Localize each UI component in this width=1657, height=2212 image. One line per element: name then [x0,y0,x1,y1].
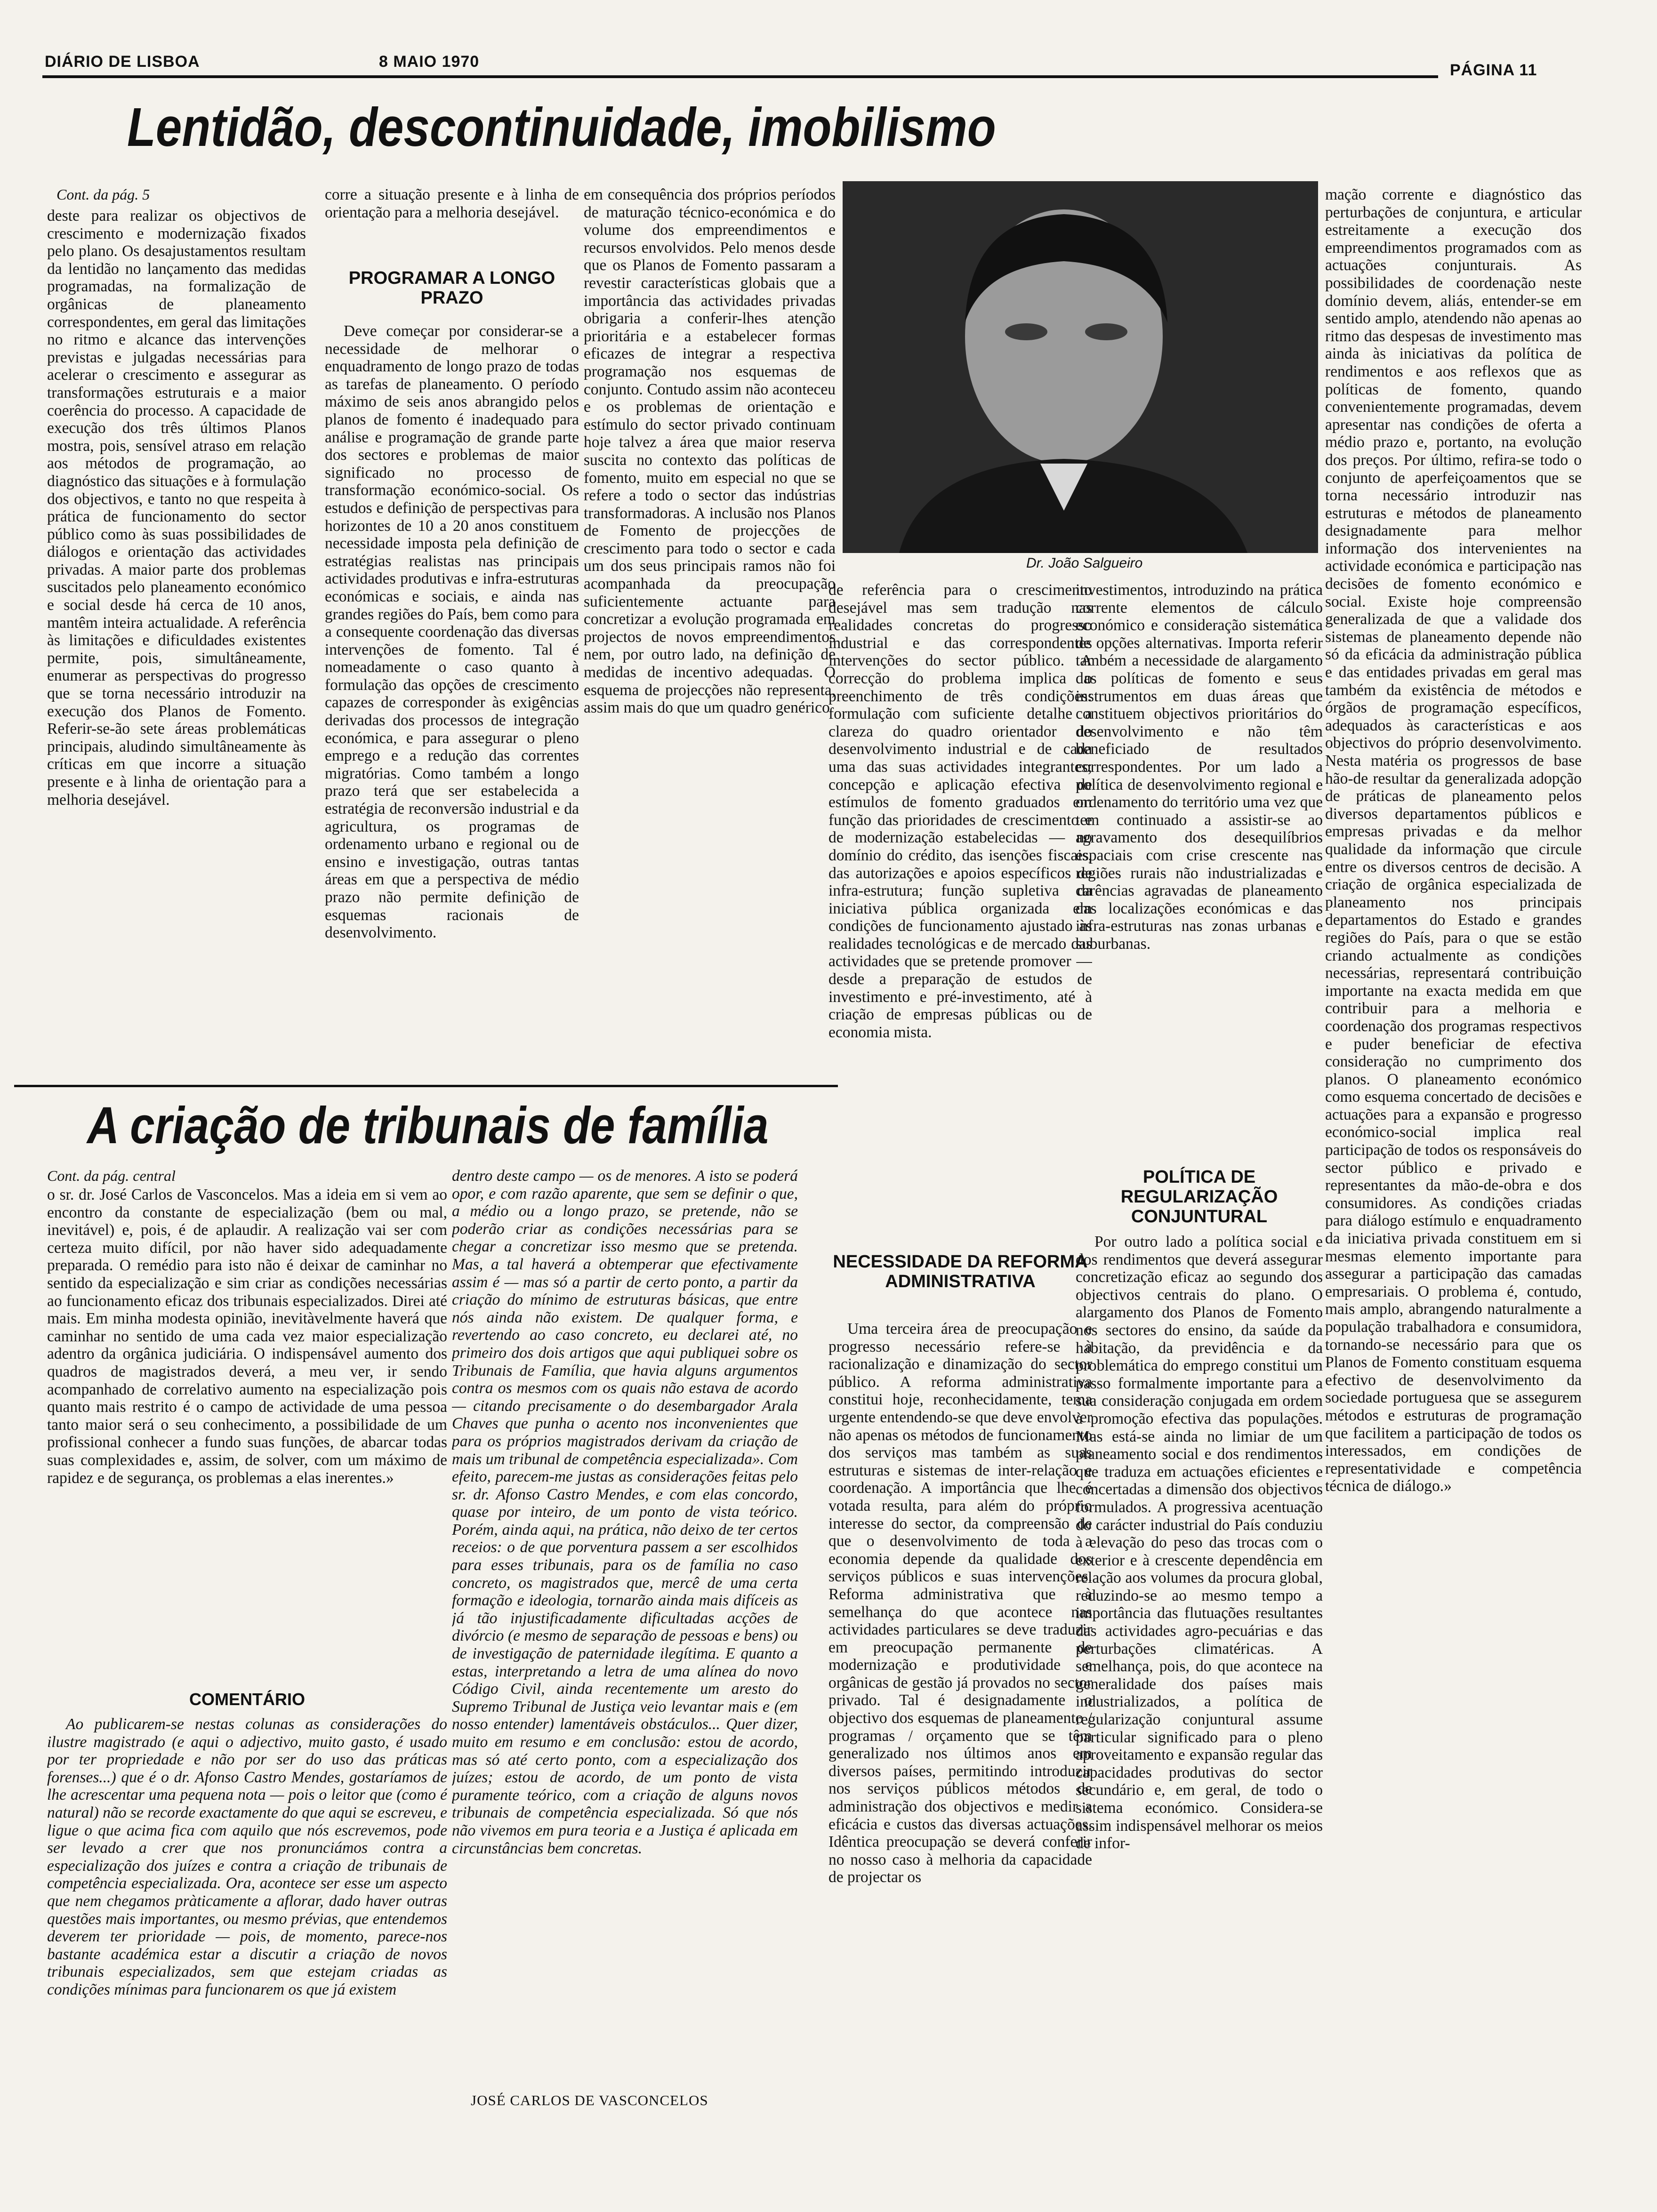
portrait-photo-image [843,181,1318,553]
article-2-text: o sr. dr. José Carlos de Vasconcelos. Mas a ideia em si vem ao encontro da constante de especialização (bem ou mal, inevitável) e, pois, é de aplaudir. A realização vai ser com certeza muito difícil, por não haver sido adequadamente preparada. O remédio para isto não é deixar de caminhar no sentido da especialização e sim criar as condições necessárias ao funcionamento eficaz dos tribunais especializados. Direi até mais. Em minha modesta opinião, inevitàvelmente haverá que caminhar no sentido de uma cada vez maior especialização adentro da orgânica judiciária. O indispensável aumento dos quadros de magistrados deverá, a meu ver, ir sendo acompanhado de correlativo aumento na especialização pois quanto mais restrito é o campo de actividade de uma pessoa tanto maior será o seu conhecimento, a possibilidade de um profissional conhecer a fundo suas funções, de abarcar todas suas complexidades e, assim, de solver, com um máximo de rapidez e de segurança, os problemas a elas inerentes.» [47,1186,447,1487]
article-1-text: investimentos, introduzindo na prática corrente elementos de cálculo económico e consideração sistemática de opções alternativas. Importa referir também a necessidade de alargamento das políticas de fomento e seus instrumentos em duas áreas que constituem objectivos prioritários do desenvolvimento e não têm beneficiado de resultados correspondentes. Por um lado a política de desenvolvimento regional e ordenamento do território uma vez que tem continuado a assistir-se ao agravamento dos desequilíbrios espaciais com crise crescente nas regiões rurais não industrializadas e carências agravadas de planeamento das localizações económicas e das infra-estruturas nas zonas urbanas e suburbanas. [1076,581,1323,953]
paper-name: DIÁRIO DE LISBOA [45,53,200,71]
portrait-photo [843,181,1318,553]
article-1-text: deste para realizar os objectivos de crescimento e modernização fixados pelo plano. Os desajustamentos resultam da lentidão no lançamento das medidas programadas, na formalização de orgânicas de planeamento correspondentes, em geral das limitações no ritmo e alcance das intervenções previstas e julgadas necessárias para acelerar o crescimento e assegurar as transformações estruturais e a maior coerência do processo. A capacidade de execução dos três últimos Planos mostra, pois, sensível atraso em relação aos métodos de programação, ao diagnóstico das situações e à formulação dos objectivos, e tanto no que respeita à prática de funcionamento do sector público como às suas possibilidades de diálogos e orientação das actividades privadas. A maior parte dos problemas suscitados pelo planeamento económico e social desde há cerca de 10 anos, mantêm inteira actualidade. A referência às limitações e dificuldades existentes permite, pois, simultâneamente, enumerar as perspectivas do progresso que se torna necessário introduzir na execução dos Planos de Fomento. Referir-se-ão sete áreas problemáticas principais, aludindo simultâneamente às críticas em que incorre a situação presente e à linha de orientação para a melhoria desejável. [47,207,306,809]
article-1-text: de referência para o crescimento desejável mas sem tradução nas realidades concretas do progresso industrial e das correspondentes intervenções do sector público. A correcção do problema implica o preenchimento de três condições: formulação com suficiente detalhe a clareza do quadro orientador do desenvolvimento industrial e de cada uma das suas actividades integrantes; concepção e aplicação efectiva de estímulos de fomento graduados em função das prioridades de crescimento e de modernização estabelecidas — no domínio do crédito, das isenções fiscais, das autorizações e apoios específicos de infra-estrutura; função supletiva da iniciativa pública organizada em condições de funcionamento ajustado às realidades tecnológicas e de mercado das actividades que se pretende promover — desde a preparação de estudos de investimento e pré-investimento, até à criação de empresas públicas ou de economia mista. [828,581,1092,1041]
article-1-column-5-body [1076,1233,1323,2123]
article-1-text: em consequência dos próprios períodos de maturação técnico-económica e do volume dos empreendimentos e recursos envolvidos. Pelo menos desde que os Planos de Fomento passaram a revestir características globais que a importância das actividades privadas obrigaria a conferir-lhes atenção prioritária e a estabelecer formas eficazes de integrar a respectiva programação nos esquemas de conjunto. Contudo assim não aconteceu e os problemas de orientação e estímulo do sector privado continuam hoje talvez a área que maior reserva suscita no contexto das políticas de fomento, muito em especial no que se refere a todo o sector das indústrias transformadoras. A inclusão nos Planos de Fomento de projecções de crescimento para todo o sector e cada um dos seus principais ramos não foi acompanhada da preocupação suficientemente actuante para concretizar a evolução programada em projectos de novos empreendimentos nem, por outro lado, na definição de medidas de incentivo adequadas. O esquema de projecções não representa, assim mais do que um quadro genérico [584,186,836,717]
article-1-text: Por outro lado a política social e dos rendimentos que deverá assegurar concretização eficaz ao segundo dos objectivos centrais do plano. O alargamento dos Planos de Fomento nos sectores do ensino, da saúde da habitação, da previdência e da problemática do emprego constitui um passo formalmente importante para a sua consideração conjugada em ordem à promoção efectiva das populações. Mas está-se ainda no limiar de um planeamento social e dos rendimentos que traduza em actuações eficientes e concertadas a dimensão dos objectivos formulados. A progressiva acentuação do carácter industrial do País conduziu à elevação do peso das trocas com o exterior e à crescente dependência em relação aos volumes da procura global, reduzindo-se ao mesmo tempo a importância das flutuações resultantes das actividades agro-pecuárias e das perturbações climatéricas. A semelhança, pois, do que acontece na generalidade dos países mais industrializados, a política de regularização conjuntural assume particular significado para o pleno aproveitamento e expansão regular das capacidades produtivas do sector secundário e, em geral, de todo o sistema económico. Considera-se assim indispensável melhorar os meios de infor- [1076,1233,1323,1852]
article-1-column-3 [584,186,836,1158]
header-rule [42,75,1438,78]
article-2-text: Ao publicarem-se nestas colunas as considerações do ilustre magistrado (e aqui o adjectivo, muito gasto, é usado por ter propriedade e não por ser do uso das práticas forenses...) que é o dr. Afonso Castro Mendes, gostaríamos de lhe acrescentar uma pequena nota — pois o leitor que (como é natural) não se recorde exactamente do que aqui se escreveu, e ligue o que acima fica com aquilo que nós escrevemos, pode ser levado a crer que nos pronunciámos contra a especialização dos juízes e contra a criação de tribunais de competência especializada. Ora, acontece ser esse um aspecto que nem chegamos pràticamente a aflorar, dado haver outras questões mais importantes, ou mesmo prévias, que entendemos deverem ter prioridade — pois, de momento, parece-nos bastante académica estar a discutir a criação de novos tribunais especializados, sem que estejam criadas as condições mínimas para funcionarem os que já existem [47,1715,447,1998]
article-divider [14,1085,838,1087]
article-1-column-5 [1076,581,1323,1099]
headline-article-1: Lentidão, descontinuidade, imobilismo [127,96,996,158]
subheading-comentario: COMENTÁRIO [189,1690,305,1709]
article-1-text: corre a situação presente e à linha de orientação para a melhoria desejável. [325,186,579,221]
page-number: PÁGINA 11 [1450,61,1537,79]
issue-date: 8 MAIO 1970 [379,53,480,71]
author-signature: JOSÉ CARLOS DE VASCONCELOS [471,2092,708,2108]
article-1-text: mação corrente e diagnóstico das perturbações de conjuntura, e articular estreitamente a execução dos empreendimentos programados com as actuações conjunturais. As possibilidades de coordenação neste domínio devem, aliás, entender-se em sentido amplo, atendendo não apenas ao ritmo das despesas de investimento mas ainda às iniciativas da política de rendimentos e aos reflexos que as políticas de fomento, quando convenientemente programadas, devem apresentar nas condições de oferta a médio prazo e, portanto, na evolução dos preços. Por último, refira-se todo o conjunto de aperfeiçoamentos que se torna necessário introduzir nas estruturas e métodos de planeamento designadamente para melhor informação dos intervenientes na actividade económica e participação nas decisões de fomento económico e social. Existe hoje compreensão generalizada de que a validade dos sistemas de planeamento depende não só da eficácia da administração pública e das entidades privadas em geral mas também da existência de métodos e órgãos de programação específicos, adequados às características e aos objectivos do próprio desenvolvimento. Nesta matéria os progressos de base hão-de resultar da generalizada adopção de práticas de planeamento pelos diversos departamentos públicos e empresas privadas e da melhor qualidade da informação que circule entre os diversos centros de decisão. A criação de orgânica especializada de planeamento nos principais departamentos do Estado e grandes regiões do País, para o que se estão criando actualmente as condições necessárias, representará contribuição importante na exacta medida em que contribuir para a melhoria e coordenação dos programas respectivos e puder beneficiar de efectiva consideração no cumprimento dos planos. O planeamento económico como esquema concertado de decisões e actuações para a expansão e progresso económico-social implica real participação de todos os responsáveis do sector público e privado e representantes da mão-de-obra e dos consumidores. As condições criadas para diálogo estímulo e enquadramento da iniciativa privada constituem em si mesmas elemento importante para assegurar a participação das camadas empresariais. O problema é, contudo, mais amplo, abrangendo naturalmente a população trabalhadora e consumidora, tornando-se necessário para que os Planos de Fomento constituam esquema efectivo de desenvolvimento da sociedade portuguesa que se assegurem métodos e estruturas de programação que facilitem a participação de todos os interessados, em condições de representatividade e competência técnica de diálogo.» [1325,186,1582,1495]
article-1-text: Deve começar por considerar-se a necessidade de melhorar o enquadramento de longo prazo de todas as tarefas de planeamento. O período máximo de seis anos abrangido pelos planos de fomento é inadequado para análise e programação de grande parte dos sectores e problemas de maior significado no processo de transformação económico-social. Os estudos e definição de perspectivas para horizontes de 10 a 20 anos constituem necessidade imposta pela definição de estratégias realistas nas principais actividades produtivas e infra-estruturas económicas e sociais, e ainda nas grandes regiões do País, bem como para a consequente coordenação das diversas intervenções de fomento. Tal é nomeadamente o caso quanto à formulação das opções de crescimento capazes de corresponder às exigências derivadas dos processos de integração económica, e para assegurar o pleno emprego e a redução das correntes migratórias. Como também a longo prazo terá que ser estabelecida a estratégia de reconversão industrial e da agricultura, os programas de ordenamento urbano e regional ou de ensino e investigação, outras tantas áreas em que a perspectiva de médio prazo não permite definição de esquemas racionais de desenvolvimento. [325,322,579,942]
article-2-text: dentro deste campo — os de menores. A isto se poderá opor, e com razão aparente, que sem se definir o que, a médio ou a longo prazo, se pretende, não se poderão criar as condições necessárias para se chegar a concretizar isso mesmo que se pretenda. Mas, a tal haverá a obtemperar que efectivamente assim é — mas só a partir de certo ponto, a partir da criação do mínimo de estruturas básicas, que entre nós ainda não existem. De qualquer forma, e revertendo ao caso concreto, eu declarei até, no primeiro dos dois artigos que aqui publiquei sobre os Tribunais de Família, que havia alguns argumentos contra os mesmos com os quais não estava de acordo — citando precisamente o do desembargador Arala Chaves que punha o acento nos inconvenientes que para os próprios magistrados derivam da criação de mais um tribunal de competência especializada». Com efeito, parecem-me justas as considerações feitas pelo sr. dr. Afonso Castro Mendes, e com elas concordo, quase por inteiro, de um ponto de vista teórico. Porém, ainda aqui, na prática, não deixo de ter certos receios: o de que porventura passem a ser escolhidos para esses tribunais, para os de família no caso concreto, os magistrados que, mercê de uma certa formação e ideologia, tornarão ainda mais difíceis as já tão injustificadamente dificultadas acções de divórcio (e mesmo de separação de pessoas e bens) ou de investigação de paternidade ilegítima. E quanto a estas, interpretando a letra de uma alínea do novo Código Civil, ainda recentemente um aresto do Supremo Tribunal de Justiça veio levantar mais e (em nosso entender) lamentáveis obstáculos... Quer dizer, muito em resumo e em conclusão: estou de acordo, mas só até certo ponto, com a especialização dos juízes; estou de acordo, de um ponto de vista puramente teórico, com a criação de alguns novos tribunais de competência especializada. Só que nós não vivemos em pura teoria e a Justiça é aplicada em circunstâncias bem concretas. [452,1167,798,1857]
article-1-column-6 [1325,186,1582,2120]
subheading-politica: POLÍTICA DE REGULARIZAÇÃO CONJUNTURAL [1120,1167,1278,1226]
article-1-column-1 [47,207,306,1158]
subheading-programar: PROGRAMAR A LONGO PRAZO [348,268,555,308]
subheading-reforma: NECESSIDADE DA REFORMA ADMINISTRATIVA [833,1252,1088,1291]
photo-caption: Dr. João Salgueiro [1026,555,1143,571]
article-2-column-1 [47,1186,447,1685]
continuation-note-2: Cont. da pág. central [47,1167,176,1184]
article-2-column-1-comment [47,1715,447,2125]
article-2-column-2 [452,1167,798,2085]
article-1-column-2-body [325,322,579,1158]
headline-article-2: A criação de tribunais de família [87,1097,769,1154]
article-1-text: Uma terceira área de preocupação e progresso necessário refere-se à racionalização e dinamização do sector público. A reforma administrativa constitui hoje, reconhecidamente, tema urgente entendendo-se que deve envolver não apenas os métodos de funcionamento dos serviços mas também as suas estruturas e sistemas de inter-relação e coordenação. A importância que lhe é votada resulta, para além do próprio interesse do sector, da compreensão de que o desenvolvimento de toda a economia depende da qualidade dos serviços públicos e suas intervenções. Reforma administrativa que à semelhança do que acontece nas actividades particulares se deve traduzir em preocupação permanente de modernização e produtividade e orgânicas de gestão já provados no sector privado. Tal é designadamente o objectivo dos esquemas de planeamento / programas / orçamento que se têm generalizado nos últimos anos em diversos países, permitindo introduzir nos serviços públicos métodos de administração dos objectivos e medir a eficácia e custos das diversas actuações. Idêntica preocupação se deverá conferir no nosso caso à melhoria da capacidade de projectar os [828,1320,1092,1886]
continuation-note: Cont. da pág. 5 [56,186,150,203]
article-1-column-4-body [828,1320,1092,2120]
article-1-column-4 [828,581,1092,1193]
